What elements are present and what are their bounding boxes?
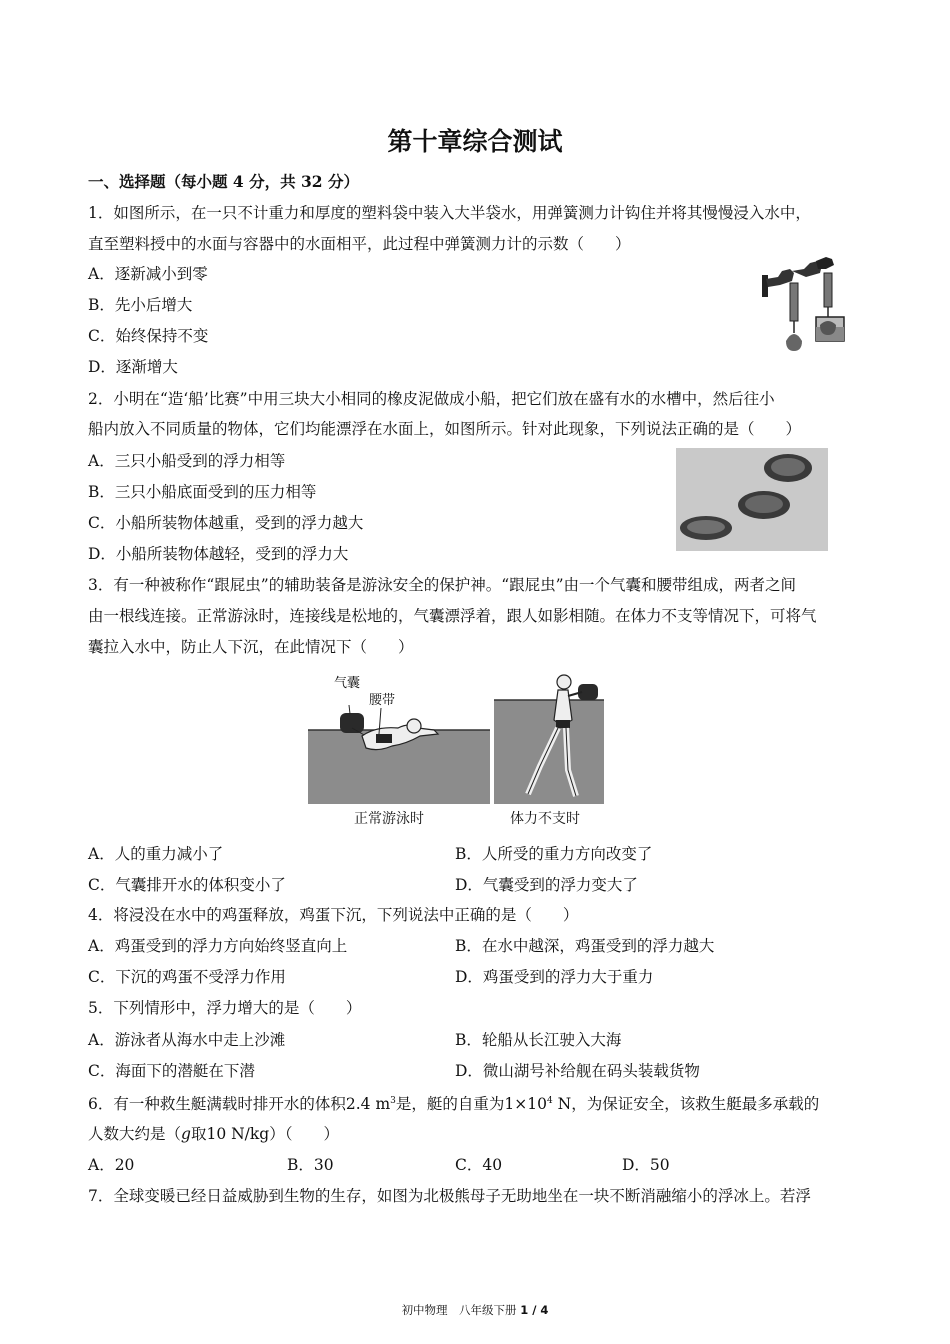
q3-option-a: A．人的重力减小了 xyxy=(88,845,224,863)
q6-weight-exp: 4 xyxy=(546,1096,553,1106)
caption-exhausted: 体力不支时 xyxy=(510,811,580,827)
q2-option-b: B．三只小船底面受到的压力相等 xyxy=(88,483,317,501)
q3-option-b: B．人所受的重力方向改变了 xyxy=(455,845,653,863)
q6-line2-a: 人数大约是（ xyxy=(88,1125,182,1143)
q4-option-a: A．鸡蛋受到的浮力方向始终竖直向上 xyxy=(88,937,348,955)
q4-option-d: D．鸡蛋受到的浮力大于重力 xyxy=(455,968,654,986)
footer-text: 初中物理 八年级下册 xyxy=(401,1303,521,1317)
q6-weight: 1×10 xyxy=(504,1095,547,1113)
q1-stem-line2: 直至塑料授中的水面与容器中的水面相平，此过程中弹簧测力计的示数（ ） xyxy=(88,235,631,253)
q6-volume-exp: 3 xyxy=(390,1096,396,1106)
page-footer xyxy=(0,1300,950,1320)
q5-option-a: A．游泳者从海水中走上沙滩 xyxy=(88,1031,286,1049)
q4-stem: 4．将浸没在水中的鸡蛋释放，鸡蛋下沉，下列说法中正确的是（ ） xyxy=(88,906,579,924)
label-airbag: 气囊 xyxy=(334,676,361,691)
q2-option-a: A．三只小船受到的浮力相等 xyxy=(88,452,286,470)
q1-option-b: B．先小后增大 xyxy=(88,296,193,314)
q6-option-c: C．40 xyxy=(455,1156,503,1174)
clay-boats-figure xyxy=(676,448,828,551)
q3-option-c: C．气囊排开水的体积变小了 xyxy=(88,876,286,894)
q2-stem-line1: 2．小明在“造‘船’比赛”中用三块大小相同的橡皮泥做成小船，把它们放在盛有水的水槽中，然后往小 xyxy=(88,390,775,408)
q6-option-d: D．50 xyxy=(622,1156,670,1174)
q3-option-d: D．气囊受到的浮力变大了 xyxy=(455,876,638,894)
caption-normal-swim: 正常游泳时 xyxy=(354,811,424,827)
q6-line2-b: 取 xyxy=(190,1125,207,1143)
q3-stem-line3: 囊拉入水中，防止人下沉，在此情况下（ ） xyxy=(88,638,414,656)
q1-stem-line1: 1．如图所示，在一只不计重力和厚度的塑料袋中装入大半袋水，用弹簧测力计钩住并将其慢慢浸入水中， xyxy=(88,204,811,222)
q6-stem-line1 xyxy=(88,1094,819,1114)
q1-option-a: A．逐新减小到零 xyxy=(88,265,208,283)
q6-weight-unit: N xyxy=(552,1095,572,1113)
label-belt: 腰带 xyxy=(369,693,396,708)
q6-stem-line2 xyxy=(88,1124,339,1144)
q2-option-c: C．小船所装物体越重，受到的浮力越大 xyxy=(88,514,364,532)
q6-option-b: B．30 xyxy=(287,1156,334,1174)
q1-option-c: C．始终保持不变 xyxy=(88,327,209,345)
q6-option-a: A．20 xyxy=(88,1156,135,1174)
q5-stem: 5．下列情形中，浮力增大的是（ ） xyxy=(88,999,362,1017)
page-number: 1 / 4 xyxy=(520,1303,549,1317)
q5-option-c: C．海面下的潜艇在下潜 xyxy=(88,1062,255,1080)
q6-g-symbol: g xyxy=(181,1125,191,1143)
q6-g-value: 10 N/kg xyxy=(206,1125,270,1143)
q6-stem-a: 6．有一种救生艇满载时排开水的体积 xyxy=(88,1095,346,1113)
q7-stem-line1: 7．全球变暖已经日益威胁到生物的生存，如图为北极熊母子无助地坐在一块不断消融缩小的浮冰上。若浮 xyxy=(88,1187,811,1205)
q4-option-c: C．下沉的鸡蛋不受浮力作用 xyxy=(88,968,286,986)
q1-option-d: D．逐渐增大 xyxy=(88,358,178,376)
q6-line2-c: ）（ ） xyxy=(269,1125,339,1143)
q2-stem-line2: 船内放入不同质量的物体，它们均能漂浮在水面上，如图所示。针对此现象，下列说法正确的是（ ） xyxy=(88,420,802,438)
q5-option-b: B．轮船从长江驶入大海 xyxy=(455,1031,622,1049)
q6-volume: 2.4 m xyxy=(345,1095,391,1113)
section-heading: 一、选择题（每小题 4 分，共 32 分） xyxy=(88,172,359,191)
q5-option-d: D．微山湖号补给舰在码头装载货物 xyxy=(455,1062,700,1080)
spring-scale-figure xyxy=(760,247,856,355)
q3-stem-line2: 由一根线连接。正常游泳时，连接线是松地的，气囊漂浮着，跟人如影相随。在体力不支等情况下，可将气 xyxy=(88,607,817,625)
q6-stem-c: ，为保证安全，该救生艇最多承载的 xyxy=(571,1095,820,1113)
q4-option-b: B．在水中越深，鸡蛋受到的浮力越大 xyxy=(455,937,715,955)
swim-float-drawing xyxy=(306,670,606,832)
q6-stem-b: 是，艇的自重为 xyxy=(395,1095,505,1113)
q2-option-d: D．小船所装物体越轻，受到的浮力大 xyxy=(88,545,349,563)
page-title: 第十章综合测试 xyxy=(387,127,563,156)
q3-stem-line1: 3．有一种被称作“跟屁虫”的辅助装备是游泳安全的保护神。“跟屁虫”由一个气囊和腰带组成，两者之间 xyxy=(88,576,797,594)
swim-float-figure xyxy=(306,670,606,832)
